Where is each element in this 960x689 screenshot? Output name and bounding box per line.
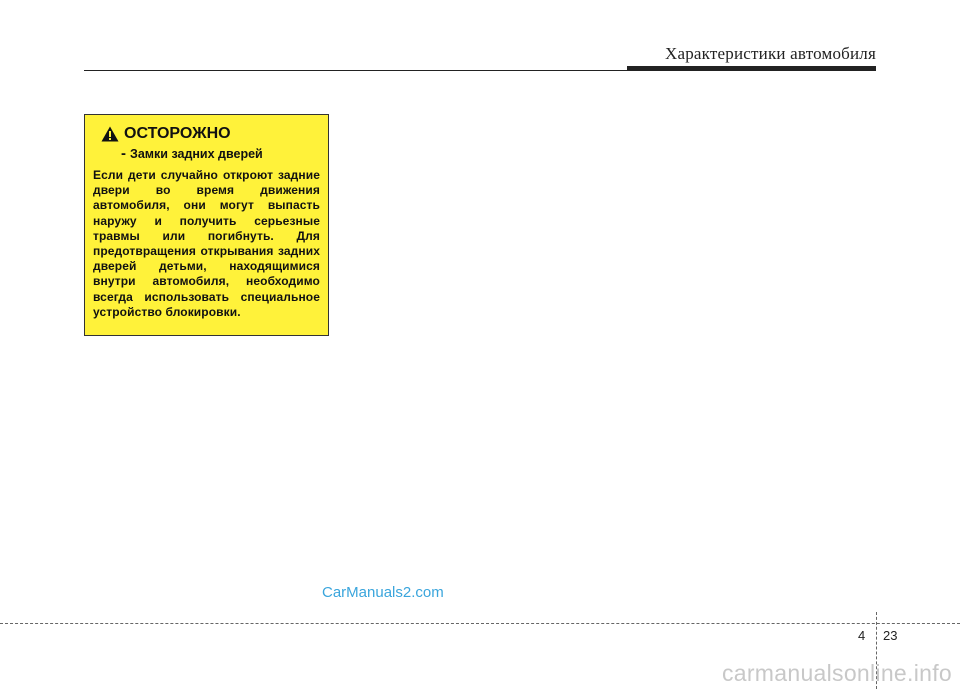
page-number: 23 [883, 628, 898, 643]
subtitle-dash: - [121, 145, 126, 162]
warning-body: Если дети случайно откроют задние двери во время движения автомобиля, они могут выпасть наружу и получить серьезные травмы или погибнуть. Для предотвращения открывания задних дверей детьми, находящимися внутри автомобиля, необходимо всегда использовать специальное устройство блокировки. [93, 168, 320, 319]
warning-triangle-icon [101, 126, 119, 142]
footer-dashed-rule [0, 623, 960, 624]
footer-watermark: carmanualsonline.info [721, 660, 952, 686]
subtitle-text: Замки задних дверей [130, 147, 263, 161]
page-header-title: Характеристики автомобиля [665, 44, 876, 63]
watermark-link[interactable]: CarManuals2.com [322, 584, 444, 601]
warning-subtitle [121, 145, 320, 162]
header-rule-thick [627, 66, 876, 71]
warning-title: ОСТОРОЖНО [124, 125, 231, 142]
warning-box [84, 114, 329, 336]
header-rule-thin [84, 70, 627, 71]
warning-heading [101, 125, 320, 143]
chapter-number: 4 [858, 628, 866, 643]
